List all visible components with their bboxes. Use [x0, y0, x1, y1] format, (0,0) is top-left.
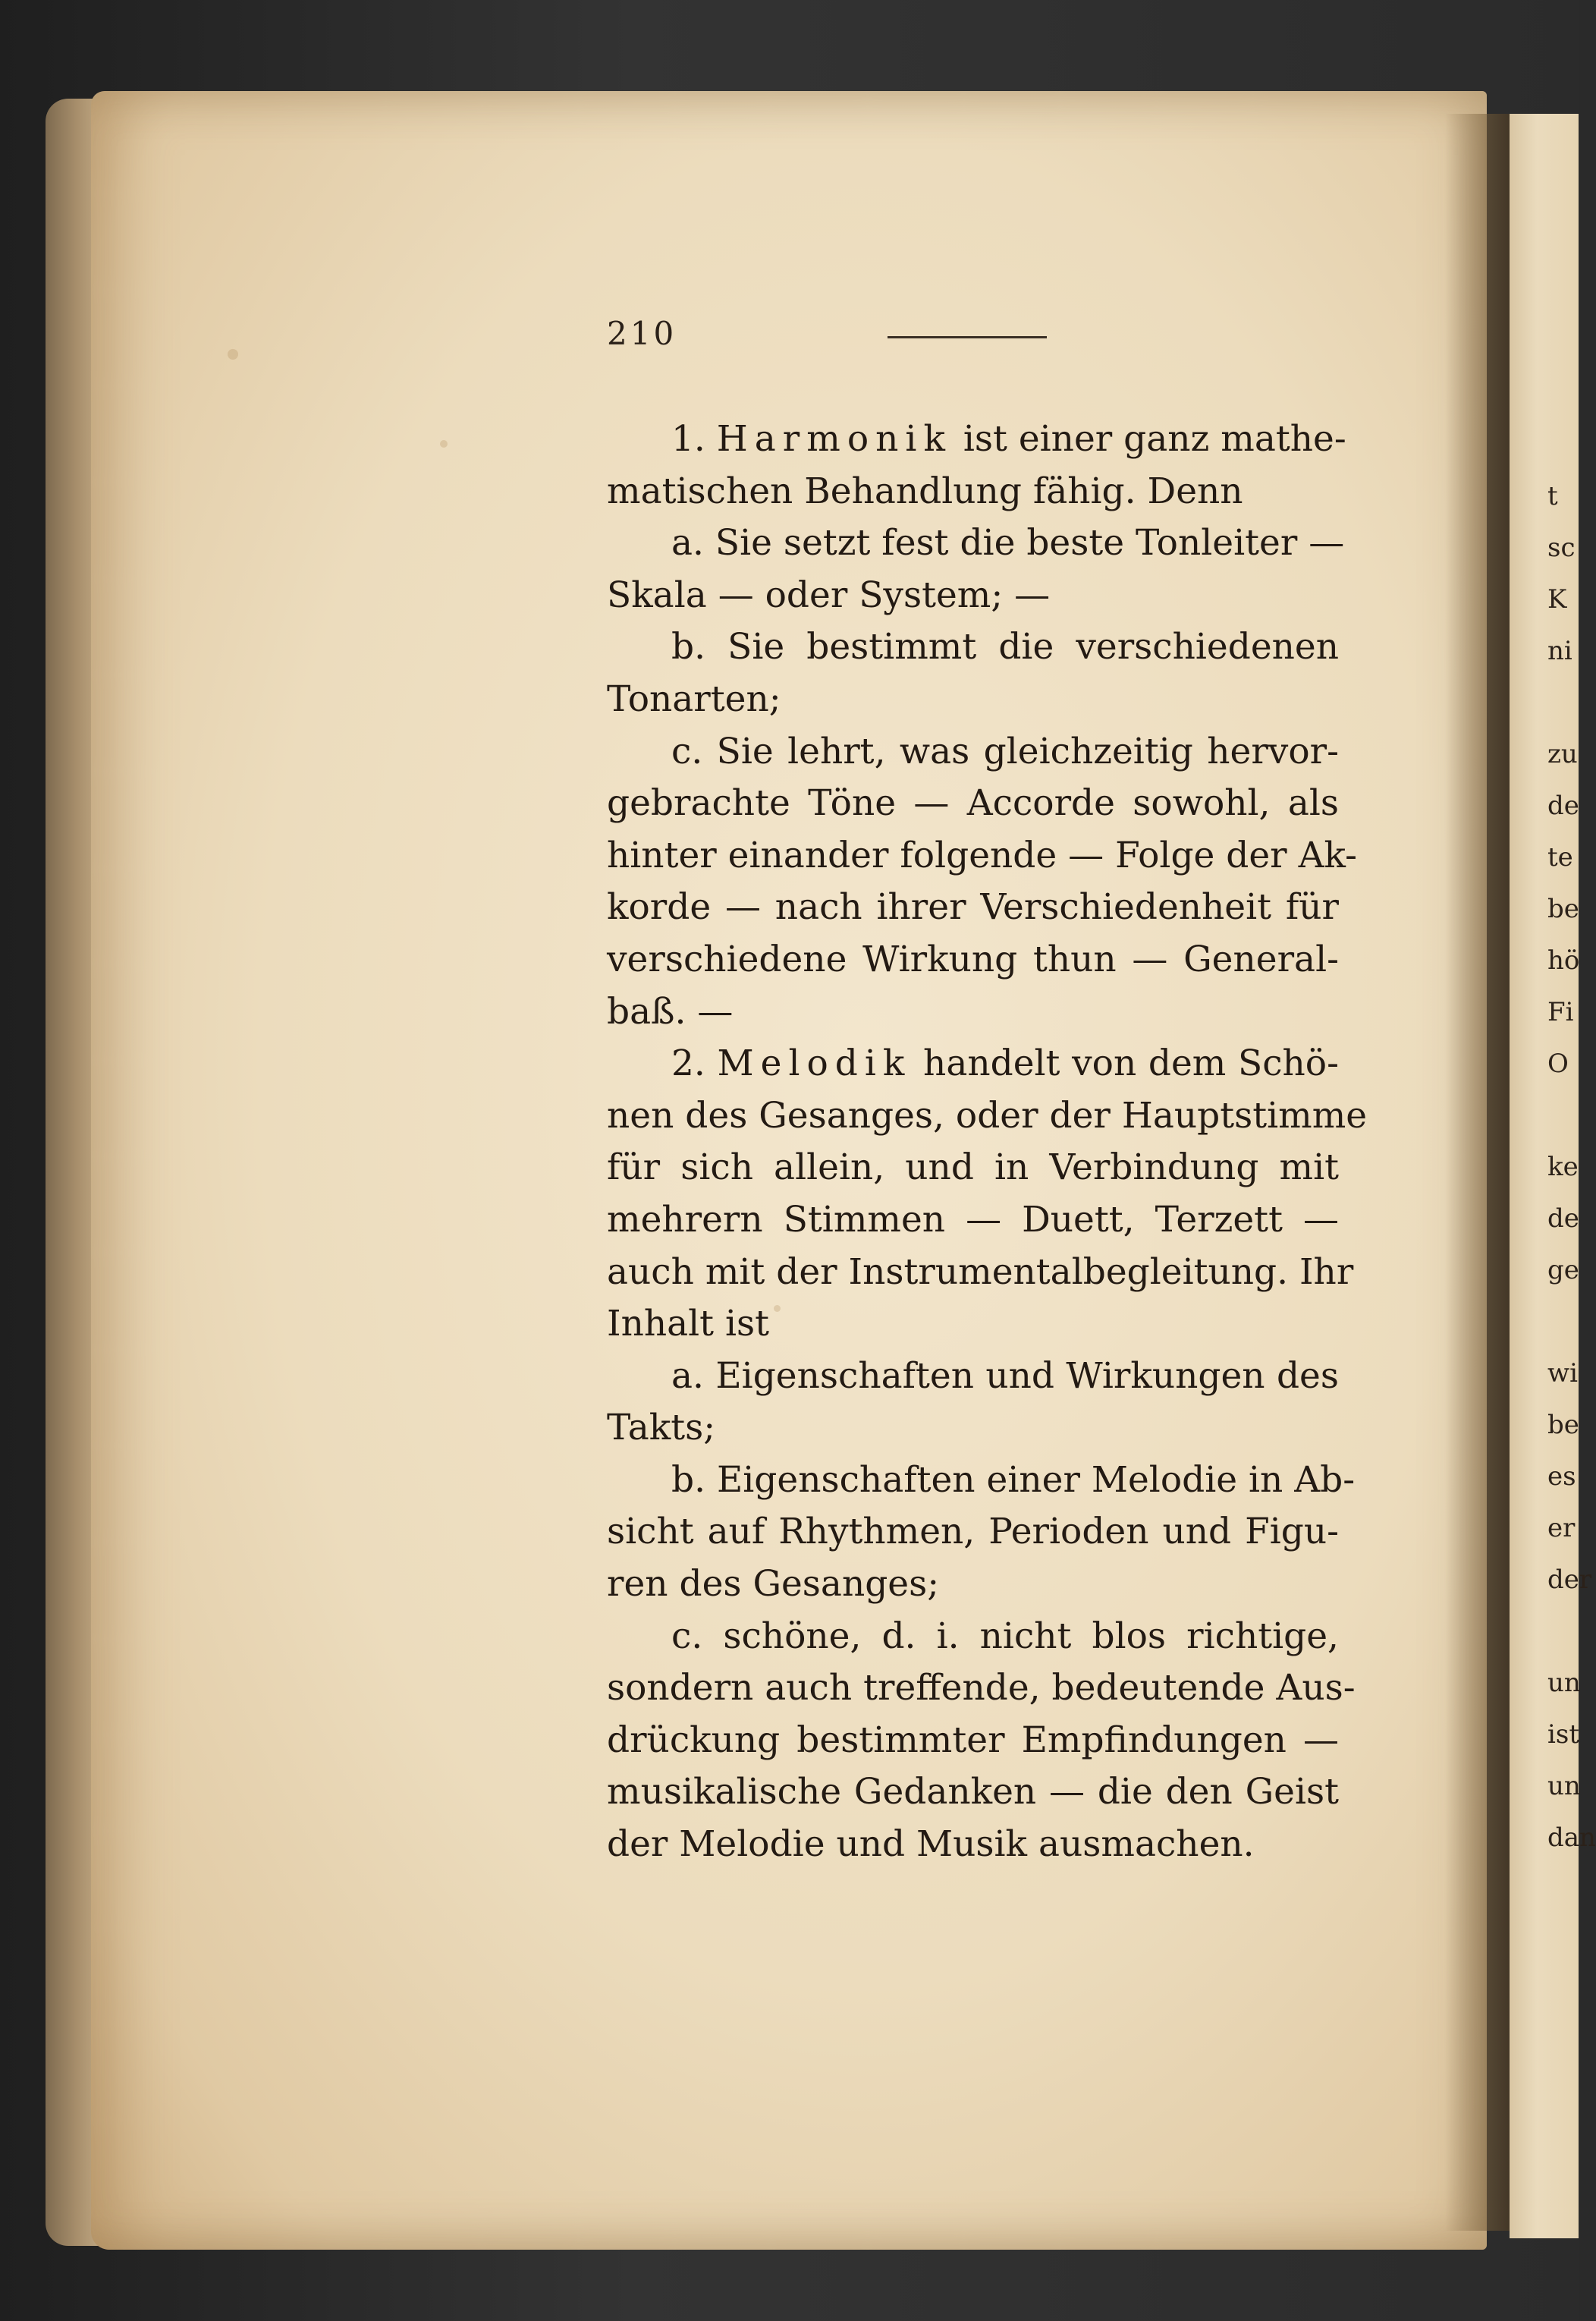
line-text: auch mit der Instrumentalbegleitung. Ihr [607, 1250, 1354, 1293]
text-line [607, 466, 1339, 518]
facing-page-fragment: ke [1547, 1152, 1579, 1182]
facing-page-fragment: un [1547, 1668, 1581, 1698]
facing-page-fragment: t [1547, 481, 1558, 511]
line-text: handelt von dem Schö- [911, 1043, 1339, 1085]
facing-page-fragment: Fi [1547, 997, 1574, 1027]
line-text: ist einer ganz mathe- [951, 418, 1346, 460]
text-line [607, 414, 1346, 466]
line-text: a. Eigenschaften und Wirkungen des [671, 1354, 1339, 1397]
facing-page-fragment: ge [1547, 1255, 1579, 1285]
emphasized-term: Melodik [717, 1043, 912, 1085]
text-line [607, 517, 1345, 570]
facing-page-fragment: be [1547, 894, 1579, 924]
header-rule [888, 336, 1047, 338]
facing-page-fragment: der [1547, 1565, 1592, 1595]
text-line [607, 726, 1339, 778]
facing-page-fragment [1547, 1606, 1579, 1657]
text-line [607, 1766, 1339, 1819]
text-line [607, 621, 1339, 674]
facing-page-fragment [1547, 1090, 1579, 1141]
line-text: hinter einander folgende — Folge der Ak- [607, 834, 1358, 876]
line-text: sicht auf Rhythmen, Perioden und Figu- [607, 1511, 1339, 1553]
facing-page-fragment: dan [1547, 1823, 1596, 1853]
text-line [607, 986, 1339, 1039]
line-text: Inhalt ist [607, 1303, 770, 1345]
facing-page-fragment: O [1547, 1049, 1569, 1079]
facing-page-fragment: es [1547, 1461, 1576, 1492]
text-line [607, 1506, 1339, 1558]
facing-page-fragment [1547, 1296, 1579, 1348]
facing-page-fragment: ni [1547, 636, 1572, 666]
text-line [607, 1455, 1356, 1507]
text-line [607, 830, 1358, 882]
text-line [607, 778, 1339, 830]
line-text: matischen Behandlung fähig. Denn [607, 470, 1243, 512]
line-text: sondern auch treffende, bedeutende Aus- [607, 1667, 1356, 1709]
line-text: 1. [671, 418, 717, 460]
text-line [607, 1662, 1356, 1715]
page-number: 210 [607, 315, 677, 352]
running-header [607, 315, 1365, 360]
text-line [607, 1194, 1339, 1247]
line-text: 2. [671, 1043, 718, 1085]
facing-page-fragment: er [1547, 1513, 1576, 1543]
line-text: drückung bestimmter Empfindungen — [607, 1719, 1339, 1761]
facing-page-fragment [1547, 677, 1579, 728]
line-text: c. Sie lehrt, was gleichzeitig hervor- [671, 730, 1339, 772]
gutter-shadow [1445, 114, 1513, 2231]
line-text: für sich allein, und in Verbindung mit [607, 1146, 1339, 1189]
facing-page-fragment: te [1547, 842, 1573, 873]
facing-page-fragment: de [1547, 1203, 1579, 1234]
facing-page-fragment: zu [1547, 739, 1578, 769]
text-line [607, 1247, 1354, 1299]
line-text: korde — nach ihrer Verschiedenheit für [607, 886, 1339, 929]
line-text: mehrern Stimmen — Duett, Terzett — [607, 1198, 1339, 1241]
line-text: b. Eigenschaften einer Melodie in Ab- [671, 1458, 1356, 1501]
line-text: b. Sie bestimmt die verschiedenen [671, 626, 1339, 668]
line-text: c. schöne, d. i. nicht blos richtige, [671, 1615, 1339, 1657]
line-text: musikalische Gedanken — die den Geist [607, 1771, 1339, 1813]
line-text: nen des Gesanges, oder der Hauptstimme [607, 1094, 1368, 1137]
line-text: verschiedene Wirkung thun — General- [607, 938, 1339, 980]
text-line [607, 1038, 1339, 1090]
foxing-spot [228, 349, 238, 360]
line-text: Takts; [607, 1407, 716, 1449]
text-line [607, 882, 1339, 934]
text-line [607, 1558, 1339, 1611]
facing-page-fragment: be [1547, 1410, 1579, 1440]
facing-page-fragment: un [1547, 1771, 1581, 1801]
text-line [607, 1351, 1339, 1403]
line-text: der Melodie und Musik ausmachen. [607, 1823, 1255, 1866]
text-line [607, 674, 1339, 726]
text-line [607, 1402, 1339, 1455]
facing-page-fragment: K [1547, 584, 1567, 615]
line-text: gebrachte Töne — Accorde sowohl, als [607, 782, 1339, 825]
line-text: Skala — oder System; — [607, 574, 1051, 616]
emphasized-term: Harmonik [716, 418, 952, 460]
facing-page-fragment: hö [1547, 945, 1580, 976]
line-text: a. Sie setzt fest die beste Tonleiter — [671, 522, 1345, 565]
foxing-spot [440, 440, 448, 448]
text-line [607, 1142, 1339, 1194]
text-line [607, 934, 1339, 986]
line-text: Tonarten; [607, 678, 781, 720]
facing-page-text [1547, 470, 1596, 1863]
facing-page-fragment: de [1547, 791, 1579, 821]
text-line [607, 1090, 1368, 1143]
text-line [607, 570, 1339, 622]
body-text [607, 414, 1368, 1871]
text-line [607, 1298, 1339, 1351]
text-line [607, 1819, 1339, 1871]
line-text: ren des Gesanges; [607, 1563, 940, 1606]
facing-page-fragment: wi [1547, 1358, 1578, 1389]
text-line [607, 1715, 1339, 1767]
facing-page-fragment: sc [1547, 533, 1576, 563]
facing-page-fragment: ist [1547, 1719, 1579, 1750]
line-text: baß. — [607, 990, 734, 1033]
text-line [607, 1611, 1339, 1663]
